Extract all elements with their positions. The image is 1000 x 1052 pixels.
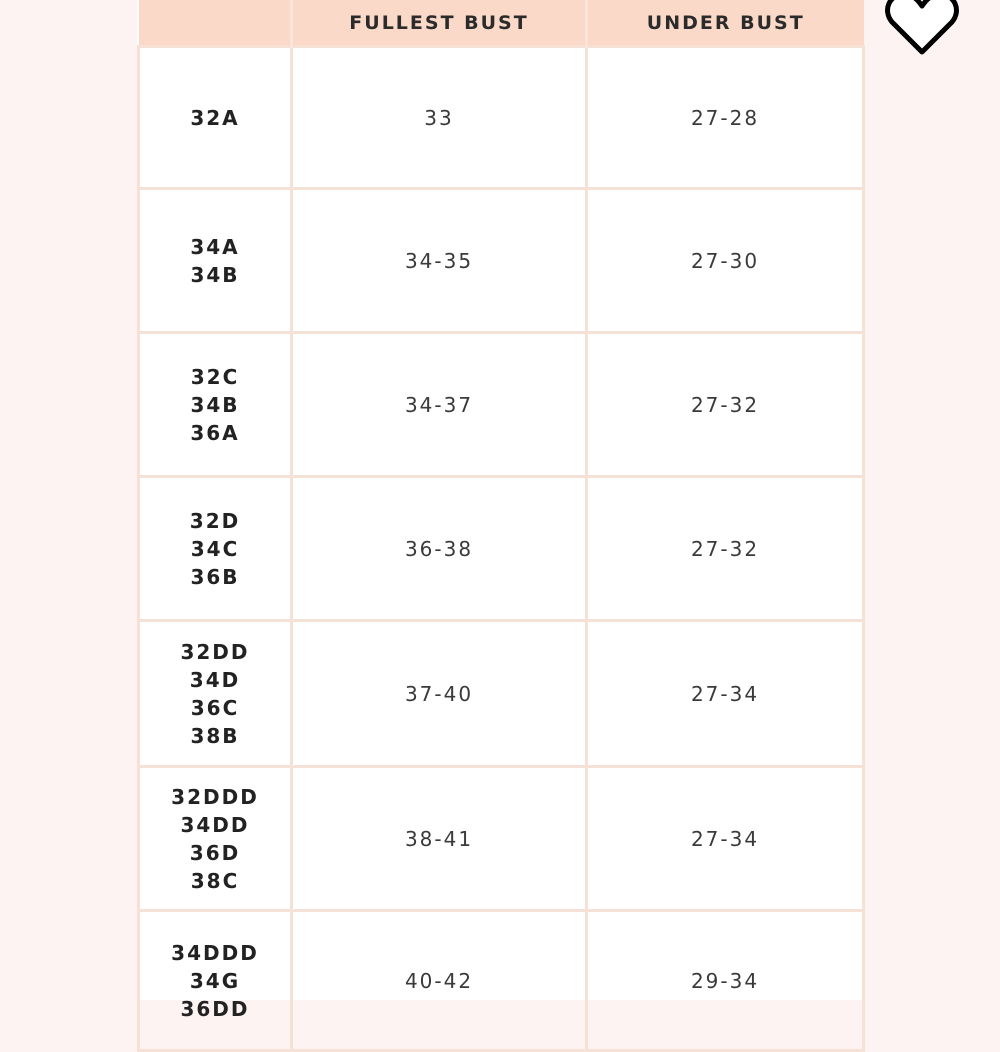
size-cell [139,621,292,767]
size-label: 34B [190,392,240,417]
under-bust-cell: 27-32 [587,477,864,621]
size-label: 34A [190,234,240,259]
size-label: 34D [189,667,241,692]
table-row [139,477,864,621]
table-row [139,767,864,911]
size-label: 34DD [180,812,250,837]
under-bust-cell: 27-28 [587,47,864,189]
fullest-bust-cell: 40-42 [292,911,587,1051]
size-label: 34B [190,262,240,287]
size-label: 38B [190,723,240,748]
header-under-bust: UNDER BUST [587,0,864,47]
under-bust-cell: 29-34 [587,911,864,1051]
fullest-bust-cell: 37-40 [292,621,587,767]
size-label: 32DDD [171,784,259,809]
size-cell [139,477,292,621]
header-size [139,0,292,47]
size-label: 36DD [180,996,250,1021]
size-label: 36C [190,695,240,720]
size-table [137,0,865,1052]
fullest-bust-cell: 34-37 [292,333,587,477]
under-bust-cell: 27-32 [587,333,864,477]
table-row [139,189,864,333]
table-body [139,47,864,1051]
size-label: 38C [190,868,240,893]
size-cell [139,47,292,189]
fullest-bust-cell: 36-38 [292,477,587,621]
fullest-bust-cell: 33 [292,47,587,189]
size-label: 34C [190,536,240,561]
favorite-button[interactable] [884,0,960,58]
heart-outline-icon [884,0,960,58]
table-row [139,333,864,477]
header-row [139,0,864,47]
size-cell [139,911,292,1051]
fullest-bust-cell: 38-41 [292,767,587,911]
table-row [139,621,864,767]
size-chart [137,0,862,1021]
under-bust-cell: 27-34 [587,767,864,911]
size-label: 34DDD [171,940,259,965]
size-label: 32C [190,364,240,389]
header-fullest-bust: FULLEST BUST [292,0,587,47]
size-label: 36B [190,564,240,589]
under-bust-cell: 27-34 [587,621,864,767]
size-label: 36D [189,840,241,865]
size-label: 32A [190,105,240,130]
table-row [139,47,864,189]
size-label: 34G [189,968,241,993]
size-cell [139,333,292,477]
fullest-bust-cell: 34-35 [292,189,587,333]
size-label: 36A [190,420,240,445]
size-label: 32DD [180,639,250,664]
under-bust-cell: 27-30 [587,189,864,333]
size-cell [139,189,292,333]
table-row [139,911,864,1051]
size-cell [139,767,292,911]
size-label: 32D [189,508,241,533]
table-header [139,0,864,47]
